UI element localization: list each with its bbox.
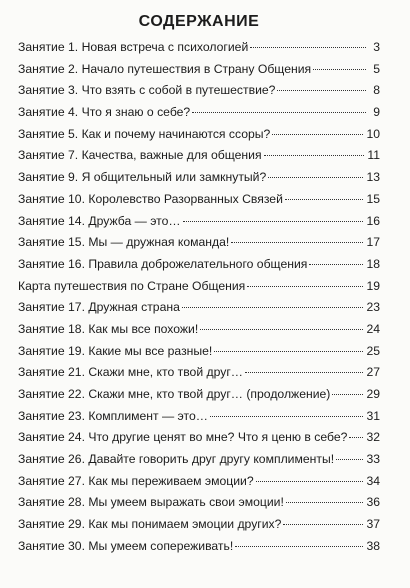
toc-entry-label: Занятие 30. Мы умеем сопереживать! [18,538,234,553]
toc-entry-label: Занятие 3. Что взять с собой в путешествие? [18,83,276,98]
toc-entry-page: 11 [367,148,380,163]
toc-entry-page: 24 [366,321,380,336]
toc-entry [18,257,380,279]
toc-entry-page: 37 [366,517,380,532]
toc-entry-label: Занятие 27. Как мы переживаем эмоции? [18,473,254,488]
toc-entry-label: Занятие 18. Как мы все похожи! [18,321,199,336]
toc-entry-label: Занятие 28. Мы умеем выражать свои эмоции! [18,495,284,510]
toc-entry [18,40,380,62]
toc-entry [18,83,380,105]
toc-entry-page: 19 [366,278,380,293]
dot-leader [286,502,364,503]
dot-leader [192,112,366,113]
toc-entry-label: Занятие 17. Дружная страна [18,300,180,315]
dot-leader [313,69,366,70]
toc-entry [18,235,380,257]
toc-entry [18,344,380,366]
dot-leader [277,90,366,91]
toc-entry [18,365,380,387]
toc-entry [18,170,380,192]
toc-entry-label: Занятие 14. Дружба — это… [18,213,181,228]
toc-entry-label: Занятие 16. Правила доброжелательного общения [18,256,308,271]
toc-entry [18,105,380,127]
toc-entry-label: Занятие 19. Какие мы все разные! [18,343,213,358]
table-of-contents [18,40,380,561]
toc-entry [18,409,380,431]
toc-entry-label: Занятие 22. Скажи мне, кто твой друг… (продолжение) [18,387,331,401]
toc-entry [18,387,380,409]
toc-entry [18,148,380,170]
toc-entry-page: 38 [366,538,380,553]
toc-entry [18,127,380,149]
toc-entry-label: Занятие 24. Что другие ценят во мне? Что я ценю в себе? [18,430,348,445]
toc-entry-page: 23 [366,300,380,315]
toc-entry-page: 15 [366,191,380,206]
toc-entry-page: 36 [366,495,380,510]
toc-entry-label: Занятие 4. Что я знаю о себе? [18,105,191,120]
dot-leader [256,481,364,482]
toc-entry-page: 34 [366,473,380,488]
toc-entry-label: Занятие 9. Я общительный или замкнутый? [18,170,267,185]
toc-entry-page: 25 [366,343,380,358]
dot-leader [235,546,363,547]
toc-entry-label: Занятие 10. Королевство Разорванных Связей [18,191,283,206]
dot-leader [283,524,363,525]
toc-entry [18,279,380,301]
dot-leader [268,177,363,178]
toc-entry-label: Занятие 26. Давайте говорить друг другу комплименты! [18,452,335,467]
dot-leader [309,264,363,265]
toc-entry [18,495,380,517]
dot-leader [210,416,364,417]
toc-entry-page: 16 [366,213,380,228]
page-title: СОДЕРЖАНИЕ [138,13,260,30]
dot-leader [182,307,364,308]
dot-leader [245,372,363,373]
dot-leader [336,459,363,460]
toc-entry-label: Занятие 15. Мы — дружная команда! [18,235,230,250]
toc-entry [18,62,380,84]
toc-entry-page: 17 [366,235,380,250]
dot-leader [200,329,363,330]
toc-entry [18,300,380,322]
toc-entry [18,517,380,539]
dot-leader [332,394,363,395]
dot-leader [272,134,363,135]
toc-entry-label: Занятие 2. Начало путешествия в Страну Общения [18,61,312,76]
toc-entry-label: Карта путешествия по Стране Общения [18,278,246,293]
toc-entry-label: Занятие 23. Комплимент — это… [18,408,208,423]
dot-leader [214,351,363,352]
dot-leader [264,155,365,156]
toc-entry-page: 13 [366,170,380,185]
toc-entry [18,539,380,561]
toc-entry-page: 10 [366,126,380,141]
toc-entry [18,430,380,452]
dot-leader [183,221,364,222]
dot-leader [250,47,366,48]
toc-entry-page: 33 [366,452,380,467]
toc-entry-page: 29 [366,387,380,401]
toc-entry-label: Занятие 1. Новая встреча с психологией [18,40,249,54]
dot-leader [231,242,363,243]
toc-entry-page: 18 [366,256,380,271]
toc-entry [18,322,380,344]
toc-entry-label: Занятие 21. Скажи мне, кто твой друг… [18,365,243,380]
dot-leader [247,286,363,287]
toc-entry-label: Занятие 29. Как мы понимаем эмоции других? [18,517,282,532]
toc-entry-page: 3 [373,40,380,54]
toc-entry-page: 5 [373,61,380,76]
toc-entry-page: 27 [366,365,380,380]
toc-entry [18,452,380,474]
toc-entry-page: 32 [366,430,380,445]
toc-entry [18,474,380,496]
dot-leader [285,199,364,200]
toc-entry-page: 31 [366,408,380,423]
toc-entry-label: Занятие 5. Как и почему начинаются ссоры? [18,126,271,141]
toc-entry-page: 9 [373,105,380,120]
toc-entry-page: 8 [373,83,380,98]
toc-entry [18,214,380,236]
toc-entry [18,192,380,214]
dot-leader [349,437,363,438]
toc-entry-label: Занятие 7. Качества, важные для общения [18,148,262,163]
